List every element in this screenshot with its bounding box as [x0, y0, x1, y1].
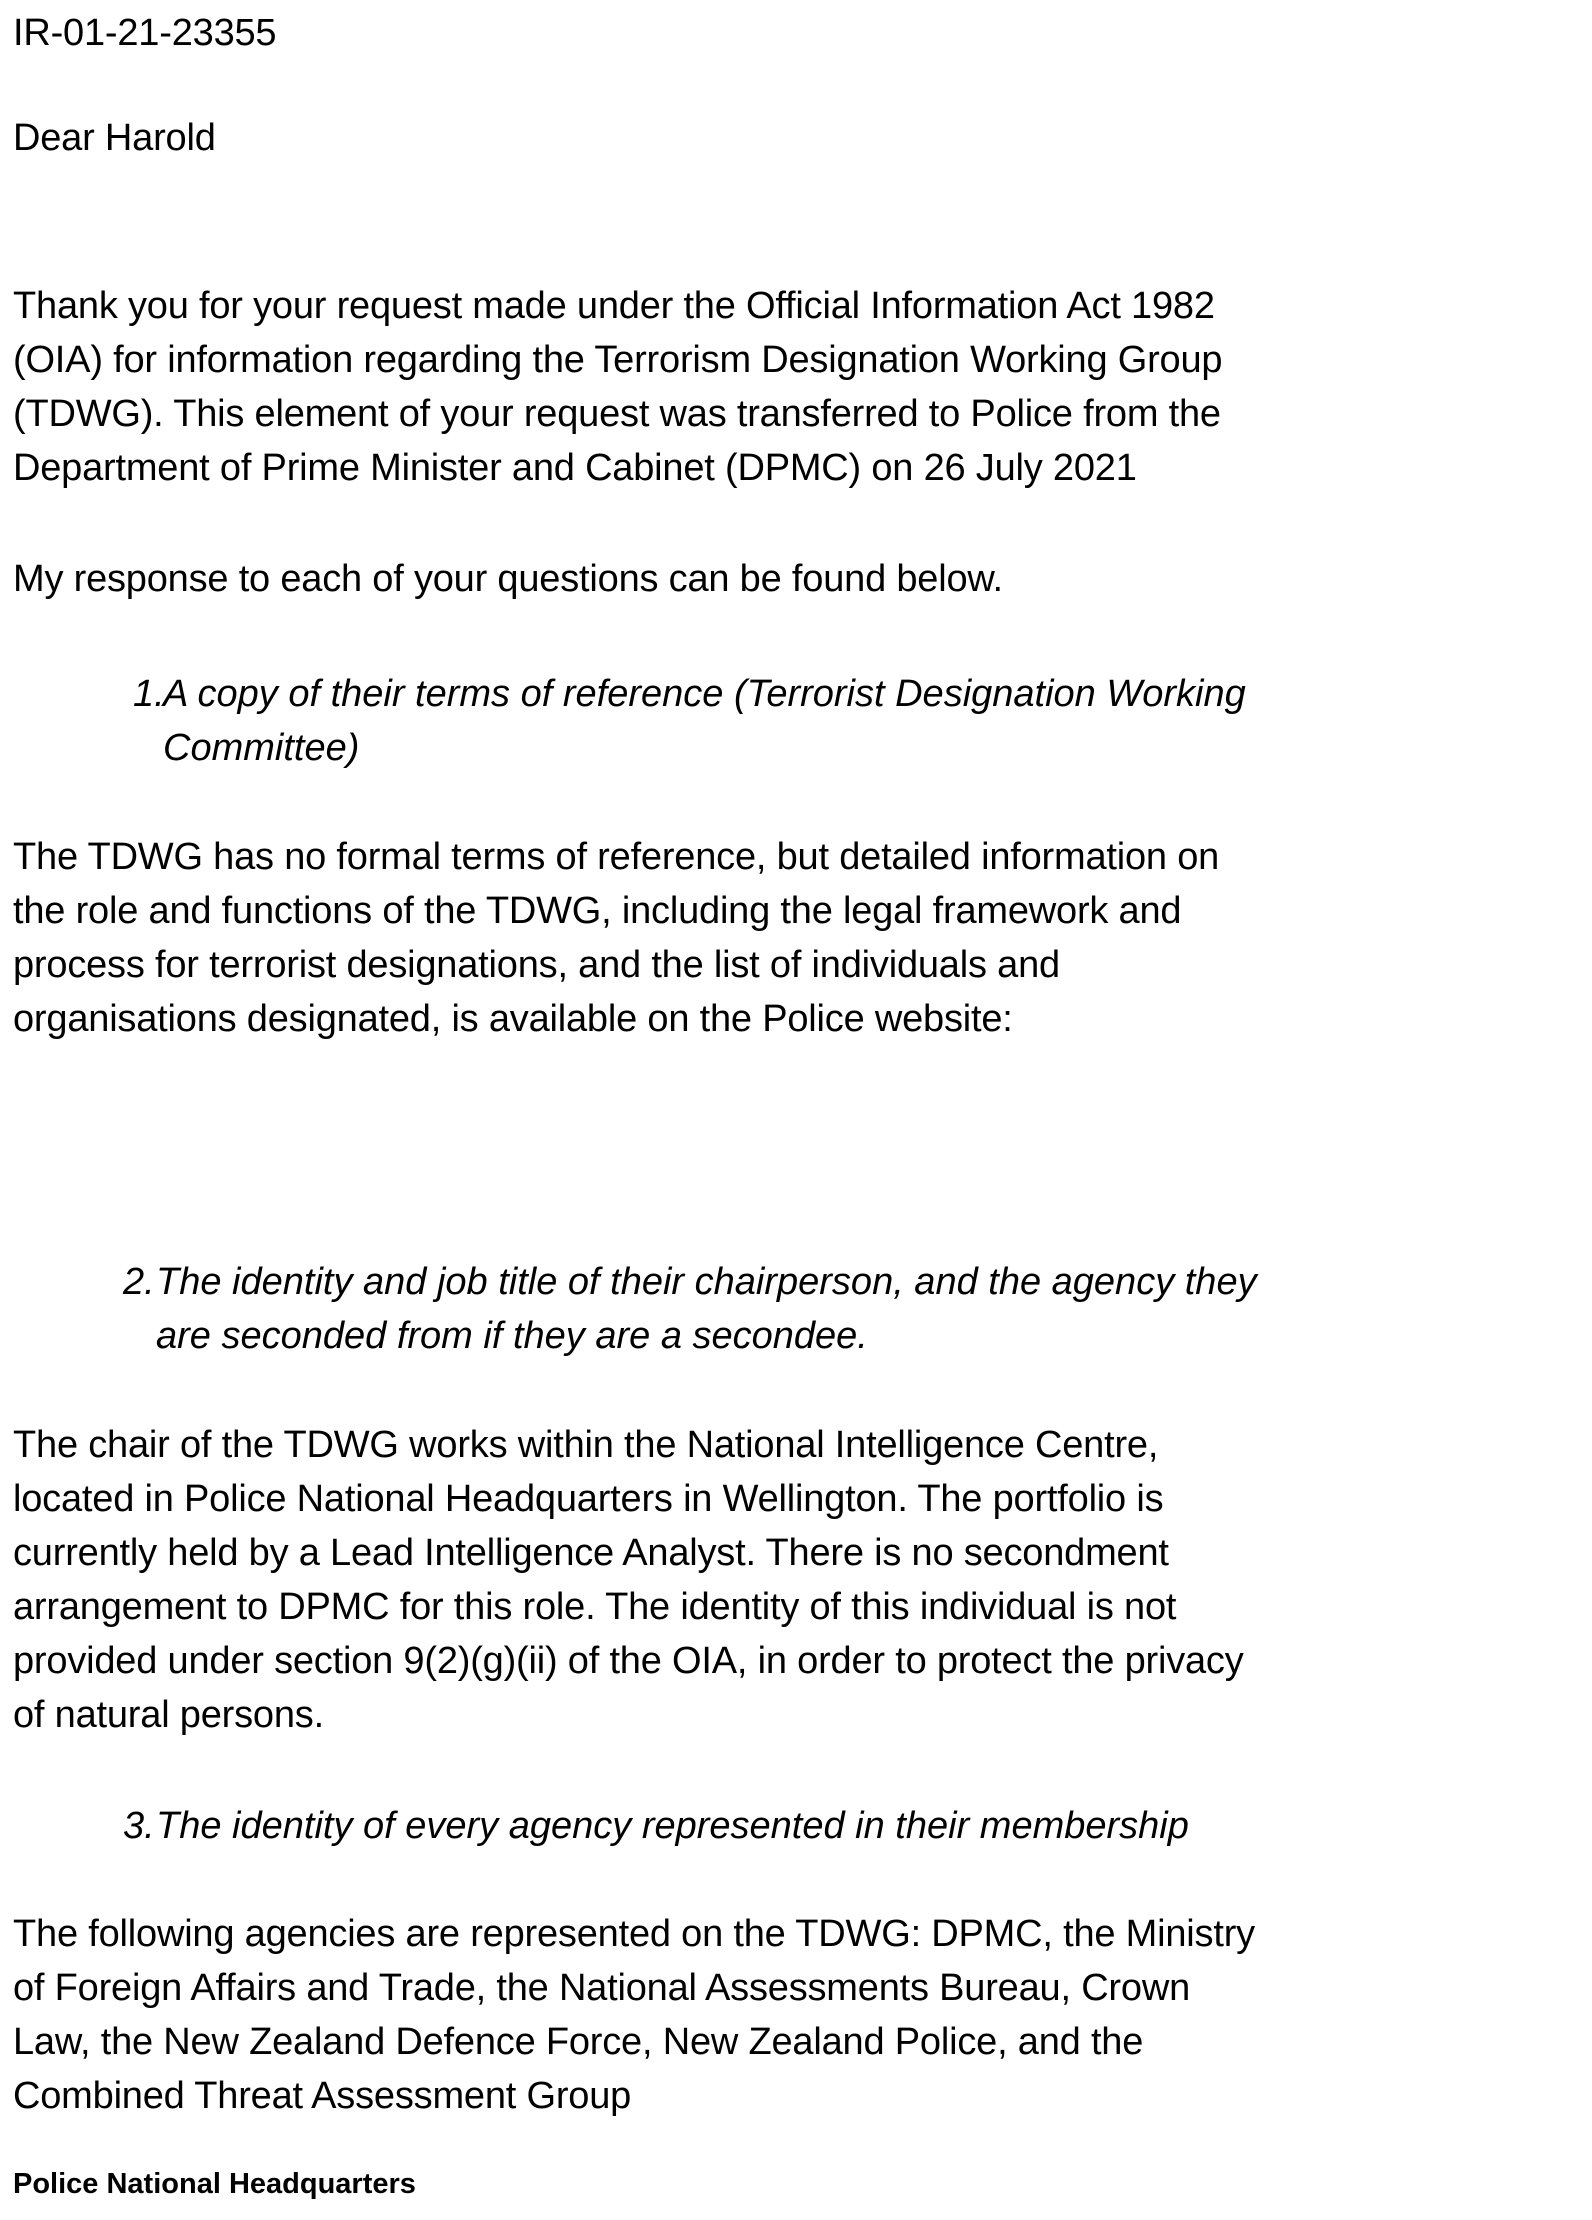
question-text	[156, 1799, 1189, 1853]
answer-line: located in Police National Headquarters in Wellington. The portfolio is	[13, 1478, 1164, 1520]
answer-line: process for terrorist designations, and the list of individuals and	[13, 944, 1060, 986]
intro-line: (OIA) for information regarding the Terrorism Designation Working Group	[13, 339, 1223, 381]
answer-paragraph	[13, 1907, 1255, 2123]
question-text	[156, 1255, 1257, 1363]
intro-line: Thank you for your request made under the Official Information Act 1982	[13, 285, 1215, 327]
answer-paragraph	[13, 830, 1219, 1046]
response-intro: My response to each of your questions can be found below.	[13, 558, 1003, 600]
salutation: Dear Harold	[13, 117, 216, 159]
question-text	[163, 667, 1246, 775]
footer-address: Police National Headquarters	[13, 2168, 416, 2200]
answer-line: The chair of the TDWG works within the National Intelligence Centre,	[13, 1424, 1159, 1466]
question-line: are seconded from if they are a secondee.	[156, 1315, 868, 1357]
question-line: The identity of every agency represented in their membership	[156, 1805, 1189, 1847]
answer-line: The following agencies are represented on the TDWG: DPMC, the Ministry	[13, 1913, 1255, 1955]
reference-number: IR-01-21-23355	[13, 12, 277, 54]
answer-line: provided under section 9(2)(g)(ii) of the OIA, in order to protect the privacy	[13, 1640, 1244, 1682]
intro-line: Department of Prime Minister and Cabinet (DPMC) on 26 July 2021	[13, 447, 1137, 489]
answer-line: arrangement to DPMC for this role. The identity of this individual is not	[13, 1586, 1177, 1628]
question-number: 3.	[123, 1805, 155, 1847]
answer-line: currently held by a Lead Intelligence Analyst. There is no secondment	[13, 1532, 1169, 1574]
answer-line: Combined Threat Assessment Group	[13, 2075, 632, 2117]
answer-line: of Foreign Affairs and Trade, the National Assessments Bureau, Crown	[13, 1967, 1190, 2009]
answer-line: of natural persons.	[13, 1694, 324, 1736]
answer-line: Law, the New Zealand Defence Force, New Zealand Police, and the	[13, 2021, 1144, 2063]
question-number: 1.	[133, 673, 165, 715]
question-line: The identity and job title of their chairperson, and the agency they	[156, 1261, 1257, 1303]
answer-line: The TDWG has no formal terms of reference, but detailed information on	[13, 836, 1220, 878]
question-number: 2.	[123, 1261, 155, 1303]
question-line: Committee)	[163, 727, 360, 769]
answer-line: the role and functions of the TDWG, including the legal framework and	[13, 890, 1182, 932]
answer-line: organisations designated, is available on the Police website:	[13, 998, 1013, 1040]
answer-paragraph	[13, 1418, 1244, 1742]
intro-paragraph	[13, 279, 1222, 495]
intro-line: (TDWG). This element of your request was transferred to Police from the	[13, 393, 1221, 435]
question-line: A copy of their terms of reference (Terrorist Designation Working	[163, 673, 1246, 715]
